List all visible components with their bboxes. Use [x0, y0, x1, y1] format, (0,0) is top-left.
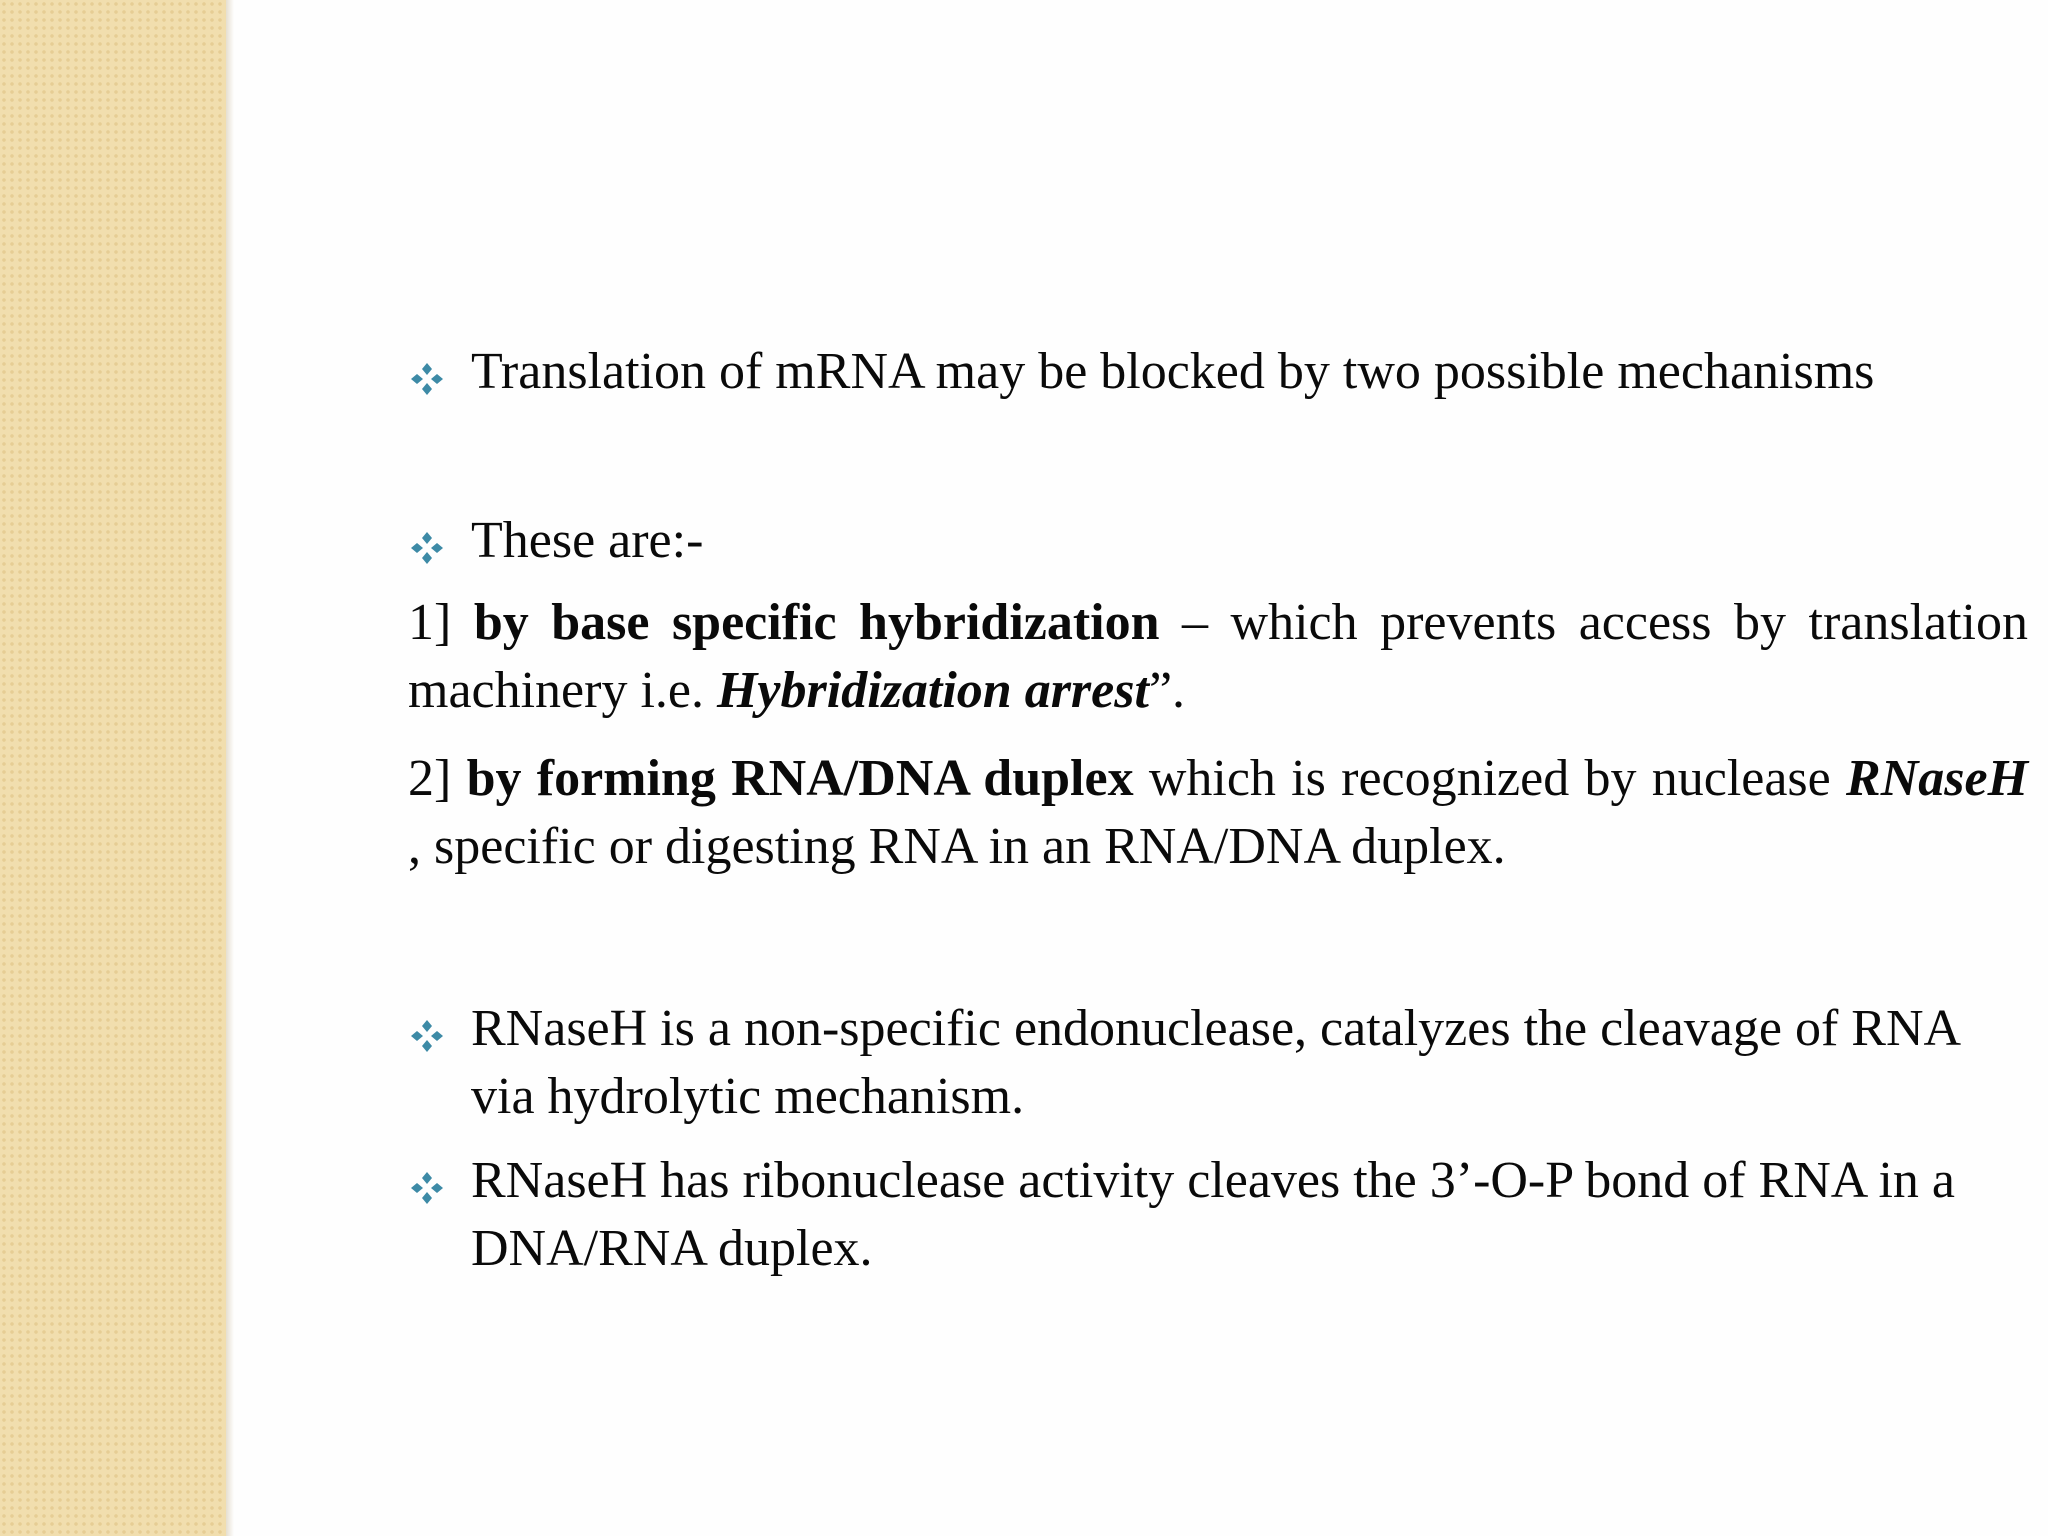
item-number: 1] [408, 594, 474, 651]
item-suffix: , specific or digesting RNA in an RNA/DNA duplex. [408, 818, 1506, 875]
item-emphasis: Hybridization arrest [716, 662, 1149, 719]
diamond-bullet-icon [410, 531, 444, 565]
item-suffix: ”. [1148, 662, 1186, 719]
bullet-item [408, 1147, 2028, 1283]
numbered-item-1 [408, 589, 2028, 725]
diamond-bullet-icon [410, 1019, 444, 1053]
item-text: – which prevents access by translation machinery i.e. [408, 594, 2028, 719]
item-bold-text: by forming RNA/DNA duplex [466, 750, 1134, 807]
item-emphasis: RNaseH [1846, 750, 2029, 807]
numbered-item-2 [408, 745, 2028, 881]
item-bold-text: by base specific hybridization [473, 594, 1160, 651]
diamond-bullet-icon [410, 362, 444, 396]
bullet-text: RNaseH has ribonuclease activity cleaves the 3’-O-P bond of RNA in a DNA/RNA duplex. [471, 1152, 1956, 1277]
side-band-shadow [226, 0, 234, 1536]
bullet-text: RNaseH is a non-specific endonuclease, catalyzes the cleavage of RNA via hydrolytic mechanism. [471, 1000, 1959, 1125]
bullet-item [408, 338, 2048, 406]
item-text: which is recognized by nuclease [1133, 750, 1847, 807]
decorative-side-band [0, 0, 226, 1536]
bullet-text: Translation of mRNA may be blocked by two possible mechanisms [471, 343, 1875, 400]
slide-content [408, 338, 2028, 1283]
bullet-item [408, 995, 2028, 1131]
bullet-item [408, 507, 2028, 575]
diamond-bullet-icon [410, 1171, 444, 1205]
bullet-text: These are:- [471, 512, 704, 569]
item-number: 2] [408, 750, 467, 807]
